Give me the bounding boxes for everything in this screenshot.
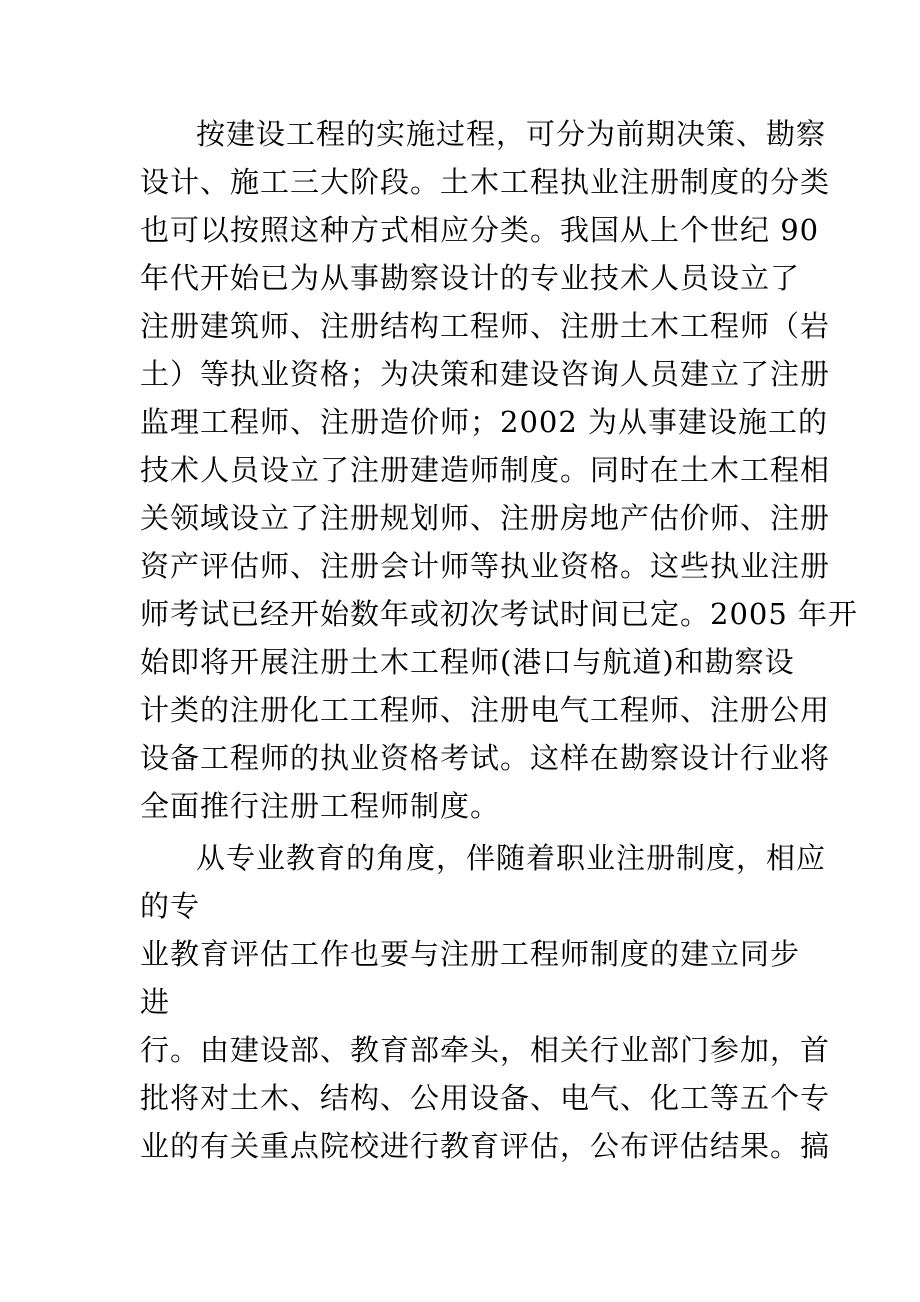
text-line: 计类的注册化工工程师、注册电气工程师、注册公用 [140, 693, 831, 727]
text-line: 行。由建设部、教育部牵头，相关行业部门参加，首 [140, 1033, 831, 1067]
text-line: 业教育评估工作也要与注册工程师制度的建立同步 [140, 937, 801, 971]
text-line: 设计、施工三大阶段。土木工程执业注册制度的分类 [140, 165, 831, 199]
text-line: 从专业教育的角度，伴随着职业注册制度，相应 [196, 841, 827, 875]
text-line: 业的有关重点院校进行教育评估，公布评估结果。搞 [140, 1129, 831, 1163]
text-line: 监理工程师、注册造价师；2002 为从事建设施工的 [140, 405, 829, 439]
text-line: 年代开始已为从事勘察设计的专业技术人员设立了 [140, 261, 801, 295]
text-line: 土）等执业资格；为决策和建设咨询人员建立了注册 [140, 357, 831, 391]
text-line: 的专 [140, 889, 201, 923]
text-line: 技术人员设立了注册建造师制度。同时在土木工程相 [140, 453, 831, 487]
text-line: 关领域设立了注册规划师、注册房地产估价师、注册 [140, 501, 831, 535]
text-line: 师考试已经开始数年或初次考试时间已定。2005 年开 [140, 597, 859, 631]
text-line: 也可以按照这种方式相应分类。我国从上个世纪 90 [140, 213, 820, 247]
text-line: 进 [140, 985, 171, 1019]
text-line: 设备工程师的执业资格考试。这样在勘察设计行业将 [140, 741, 831, 775]
text-line: 资产评估师、注册会计师等执业资格。这些执业注册 [140, 549, 831, 583]
text-line: 始即将开展注册土木工程师(港口与航道)和勘察设 [140, 645, 795, 679]
text-line: 全面推行注册工程师制度。 [140, 789, 501, 823]
text-line: 注册建筑师、注册结构工程师、注册土木工程师（岩 [140, 309, 831, 343]
text-line: 批将对土木、结构、公用设备、电气、化工等五个专 [140, 1081, 831, 1115]
text-line: 按建设工程的实施过程，可分为前期决策、勘察 [196, 117, 827, 151]
